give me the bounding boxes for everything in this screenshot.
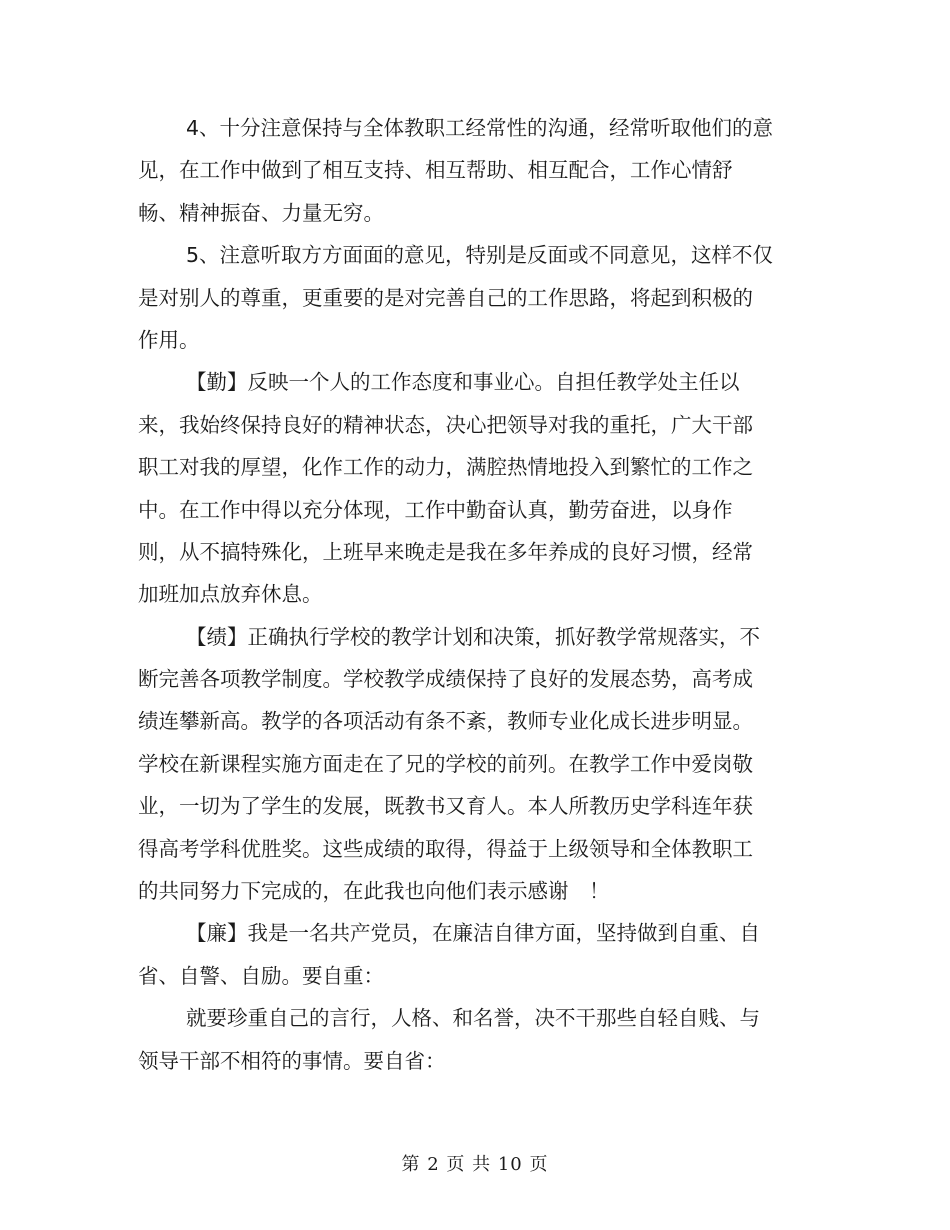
text-line: 中。在工作中得以充分体现，工作中勤奋认真，勤劳奋进，以身作 bbox=[138, 497, 733, 522]
text-line: 作用。 bbox=[138, 327, 200, 352]
page-number-footer: 第 2 页 共 10 页 bbox=[401, 1154, 549, 1175]
text-line: 的共同努力下完成的，在此我也向他们表示感谢 ！ bbox=[138, 879, 610, 904]
paragraph-achievement bbox=[138, 616, 778, 913]
text-line: 【廉】我是一名共产党员，在廉洁自律方面，坚持做到自重、自 bbox=[186, 921, 760, 946]
text-line: 见，在工作中做到了相互支持、相互帮助、相互配合，工作心情舒 bbox=[138, 158, 733, 183]
text-line: 【绩】正确执行学校的教学计划和决策，抓好教学常规落实，不 bbox=[186, 624, 760, 649]
text-line: 得高考学科优胜奖。这些成绩的取得，得益于上级领导和全体教职工 bbox=[138, 836, 753, 861]
paragraph-self-respect bbox=[138, 997, 778, 1082]
text-line: 是对别人的尊重，更重要的是对完善自己的工作思路，将起到积极的 bbox=[138, 285, 753, 310]
text-line: 就要珍重自己的言行，人格、和名誉，决不干那些自轻自贱、与 bbox=[186, 1006, 760, 1031]
text-line: 省、自警、自励。要自重： bbox=[138, 963, 384, 988]
document-body bbox=[138, 107, 778, 1082]
paragraph-communication bbox=[138, 107, 778, 234]
text-line: 畅、精神振奋、力量无穷。 bbox=[138, 200, 384, 225]
text-line: 职工对我的厚望，化作工作的动力，满腔热情地投入到繁忙的工作之 bbox=[138, 455, 753, 480]
paragraph-listening bbox=[138, 234, 778, 361]
text-line: 断完善各项教学制度。学校教学成绩保持了良好的发展态势，高考成 bbox=[138, 667, 753, 692]
text-line: 加班加点放弃休息。 bbox=[138, 582, 323, 607]
text-line: 来，我始终保持良好的精神状态，决心把领导对我的重托，广大干部 bbox=[138, 412, 753, 437]
text-line: 业，一切为了学生的发展，既教书又育人。本人所教历史学科连年获 bbox=[138, 794, 753, 819]
text-line: 5、注意听取方方面面的意见，特别是反面或不同意见，这样不仅 bbox=[186, 243, 774, 268]
text-line: 领导干部不相符的事情。要自省： bbox=[138, 1048, 446, 1073]
text-line: 绩连攀新高。教学的各项活动有条不紊，教师专业化成长进步明显。 bbox=[138, 709, 753, 734]
text-line: 学校在新课程实施方面走在了兄的学校的前列。在教学工作中爱岗敬 bbox=[138, 751, 753, 776]
paragraph-diligence bbox=[138, 361, 778, 615]
text-line: 【勤】反映一个人的工作态度和事业心。自担任教学处主任以 bbox=[186, 370, 740, 395]
text-line: 则，从不搞特殊化，上班早来晚走是我在多年养成的良好习惯，经常 bbox=[138, 539, 753, 564]
paragraph-integrity bbox=[138, 912, 778, 997]
text-line: 4、十分注意保持与全体教职工经常性的沟通，经常听取他们的意 bbox=[186, 116, 774, 140]
